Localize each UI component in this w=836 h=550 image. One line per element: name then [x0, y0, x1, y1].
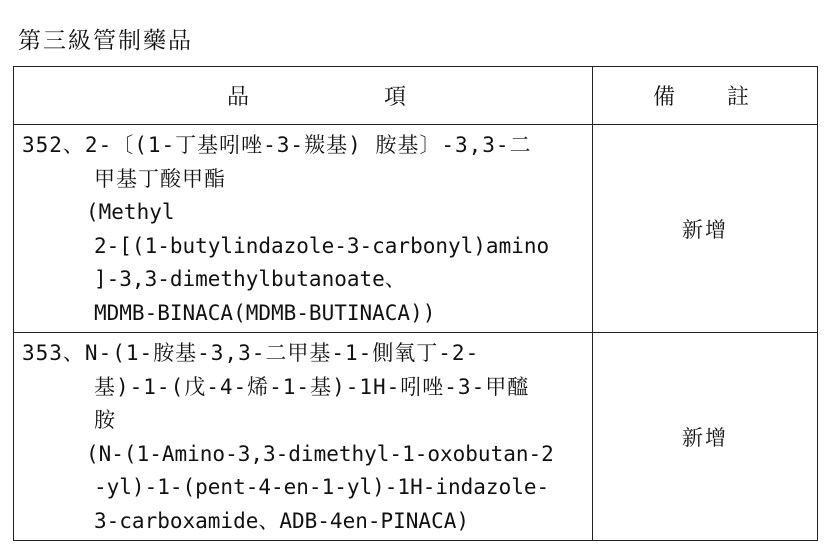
header-note-char-1: 備	[653, 85, 676, 110]
header-item-char-2: 項	[383, 85, 406, 110]
item-line: (Methyl	[86, 200, 175, 224]
item-line: 353、N-(1-胺基-3,3-二甲基-1-側氧丁-2-	[22, 341, 480, 365]
drug-item-353	[14, 333, 593, 541]
item-line: 3-carboxamide、ADB-4en-PINACA)	[94, 508, 470, 533]
item-line: 352、2-〔(1-丁基吲唑-3-羰基) 胺基〕-3,3-二	[22, 133, 532, 157]
header-item	[14, 67, 593, 125]
header-note-char-2: 註	[726, 85, 749, 110]
table-row	[14, 125, 818, 333]
item-line: (N-(1-Amino-3,3-dimethyl-1-oxobutan-2	[86, 441, 554, 466]
item-line: 基)-1-(戊-4-烯-1-基)-1H-吲唑-3-甲醯	[94, 374, 530, 399]
item-line: 甲基丁酸甲酯	[94, 166, 226, 191]
item-line: -yl)-1-(pent-4-en-1-yl)-1H-indazole-	[94, 475, 550, 499]
header-item-char-1: 品	[227, 85, 250, 110]
note-353: 新增	[593, 333, 818, 541]
drug-item-352	[14, 125, 593, 333]
item-line: 胺	[94, 408, 116, 432]
table-row	[14, 333, 818, 541]
header-note	[593, 67, 818, 125]
table-header-row	[14, 67, 818, 125]
page-heading: 第三級管制藥品	[18, 28, 193, 54]
item-line: 2-[(1-butylindazole-3-carbonyl)amino	[94, 233, 550, 258]
item-line: MDMB-BINACA(MDMB-BUTINACA))	[94, 300, 436, 325]
item-line: ]-3,3-dimethylbutanoate、	[94, 267, 406, 291]
note-352: 新增	[593, 125, 818, 333]
controlled-drug-table	[13, 66, 818, 541]
